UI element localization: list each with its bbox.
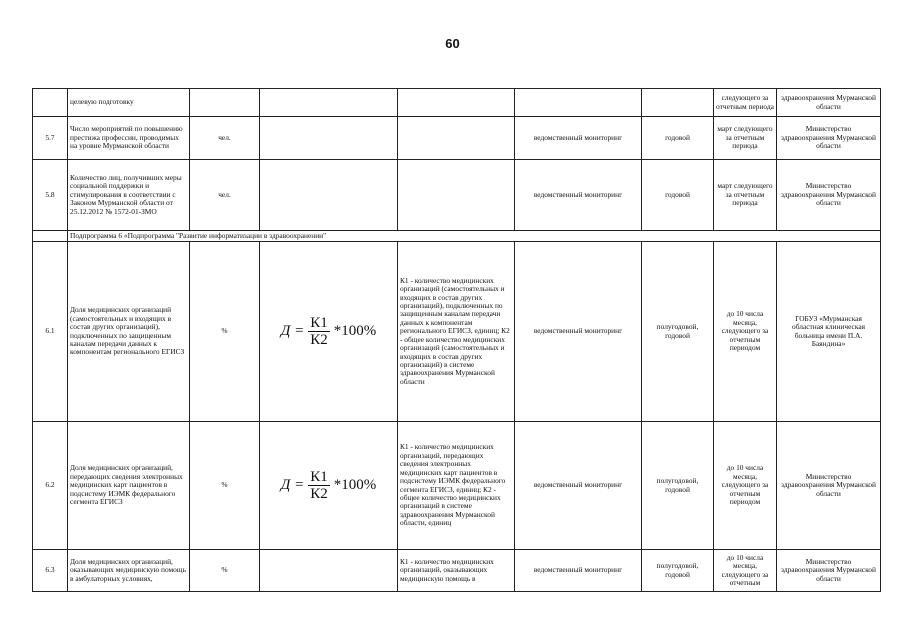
unit-cell: % bbox=[190, 422, 260, 550]
source-cell bbox=[515, 89, 642, 117]
table-row bbox=[33, 422, 881, 550]
source-cell: ведомственный мониторинг bbox=[515, 422, 642, 550]
indicators-table bbox=[32, 88, 881, 592]
formula-tail: *100% bbox=[333, 477, 377, 494]
period-cell: полугодовой, годовой bbox=[642, 550, 714, 592]
description-cell: К1 - количество медицинских организаций (самостоятельных и входящих в состав других организаций), подключенных по защищенным каналам передачи данных к компонентам регионального ЕГИСЗ, единиц; К2 - общее количество медицинских организаций (самостоятельных и входящих в состав других организаций) в системе здравоохранения Мурманской области bbox=[398, 242, 515, 422]
table-row bbox=[33, 550, 881, 592]
page-number: 60 bbox=[445, 36, 460, 51]
formula-fraction bbox=[308, 469, 330, 502]
subprogram-title: Подпрограмма 6 «Подпрограмма "Развитие информатизации в здравоохранении" bbox=[68, 231, 881, 242]
deadline-cell: март следующего за отчетным периода bbox=[714, 160, 777, 231]
table-row bbox=[33, 89, 881, 117]
table-row bbox=[33, 231, 881, 242]
source-cell: ведомственный мониторинг bbox=[515, 550, 642, 592]
formula bbox=[262, 315, 395, 348]
indicator-name: Число мероприятий по повышению престижа профессии, проводимых на уровне Мурманской области bbox=[68, 117, 190, 160]
formula-denominator: К2 bbox=[310, 332, 328, 348]
unit-cell: чел. bbox=[190, 160, 260, 231]
formula-tail: *100% bbox=[333, 323, 377, 340]
deadline-cell: до 10 числа месяца, следующего за отчетным bbox=[714, 550, 777, 592]
indicator-name: Количество лиц, получивших меры социальной поддержки и стимулирования в соответствии с Законом Мурманской области от 25.12.2012 № 1572-01-ЗМО bbox=[68, 160, 190, 231]
formula-cell bbox=[260, 117, 398, 160]
row-number: 5.8 bbox=[33, 160, 68, 231]
table-row bbox=[33, 160, 881, 231]
source-cell: ведомственный мониторинг bbox=[515, 117, 642, 160]
description-cell bbox=[398, 117, 515, 160]
formula-cell bbox=[260, 242, 398, 422]
indicator-name: Доля медицинских организаций, оказывающих медицинскую помощь в амбулаторных условиях, bbox=[68, 550, 190, 592]
period-cell: годовой bbox=[642, 160, 714, 231]
description-cell: К1 - количество медицинских организаций, передающих сведения электронных медицинских карт пациентов в подсистему ИЭМК федерального сегмента ЕГИСЗ, единиц; К2 - общее количество медицинских организаций в системе здравоохранения Мурманской области, единиц bbox=[398, 422, 515, 550]
responsible-cell: Министерство здравоохранения Мурманской области bbox=[777, 422, 881, 550]
unit-cell: % bbox=[190, 242, 260, 422]
responsible-cell: здравоохранения Мурманской области bbox=[777, 89, 881, 117]
formula-lhs: Д = bbox=[280, 323, 305, 340]
empty-cell bbox=[33, 231, 68, 242]
period-cell bbox=[642, 89, 714, 117]
indicator-name: Доля медицинских организаций, передающих сведения электронных медицинских карт пациентов в подсистему ИЭМК федерального сегмента ЕГИСЗ bbox=[68, 422, 190, 550]
row-number: 6.2 bbox=[33, 422, 68, 550]
formula-cell bbox=[260, 160, 398, 231]
deadline-cell: следующего за отчетным периода bbox=[714, 89, 777, 117]
indicator-name: Доля медицинских организаций (самостоятельных и входящих в состав других организаций), подключенных по защищенным каналам передачи данных к компонентам регионального ЕГИСЗ bbox=[68, 242, 190, 422]
unit-cell: % bbox=[190, 550, 260, 592]
responsible-cell: Министерство здравоохранения Мурманской области bbox=[777, 550, 881, 592]
row-number: 6.3 bbox=[33, 550, 68, 592]
formula-denominator: К2 bbox=[310, 486, 328, 502]
unit-cell bbox=[190, 89, 260, 117]
period-cell: годовой bbox=[642, 117, 714, 160]
formula-cell bbox=[260, 550, 398, 592]
period-cell: полугодовой, годовой bbox=[642, 242, 714, 422]
deadline-cell: до 10 числа месяца, следующего за отчетным периодом bbox=[714, 242, 777, 422]
formula bbox=[262, 469, 395, 502]
indicator-name: целевую подготовку bbox=[68, 89, 190, 117]
table-row bbox=[33, 242, 881, 422]
row-number: 5.7 bbox=[33, 117, 68, 160]
source-cell: ведомственный мониторинг bbox=[515, 242, 642, 422]
formula-numerator: К1 bbox=[310, 469, 328, 485]
formula-cell bbox=[260, 422, 398, 550]
deadline-cell: до 10 числа месяца, следующего за отчетным периодом bbox=[714, 422, 777, 550]
table-row bbox=[33, 117, 881, 160]
responsible-cell: Министерство здравоохранения Мурманской области bbox=[777, 117, 881, 160]
description-cell bbox=[398, 89, 515, 117]
formula-lhs: Д = bbox=[280, 477, 305, 494]
row-number bbox=[33, 89, 68, 117]
source-cell: ведомственный мониторинг bbox=[515, 160, 642, 231]
deadline-cell: март следующего за отчетным периода bbox=[714, 117, 777, 160]
formula-numerator: К1 bbox=[310, 315, 328, 331]
description-cell bbox=[398, 160, 515, 231]
responsible-cell: Министерство здравоохранения Мурманской области bbox=[777, 160, 881, 231]
formula-cell bbox=[260, 89, 398, 117]
responsible-cell: ГОБУЗ «Мурманская областная клиническая больница имени П.А. Баяндина» bbox=[777, 242, 881, 422]
row-number: 6.1 bbox=[33, 242, 68, 422]
period-cell: полугодовой, годовой bbox=[642, 422, 714, 550]
description-cell: К1 - количество медицинских организаций, оказывающих медицинскую помощь в bbox=[398, 550, 515, 592]
formula-fraction bbox=[308, 315, 330, 348]
unit-cell: чел. bbox=[190, 117, 260, 160]
